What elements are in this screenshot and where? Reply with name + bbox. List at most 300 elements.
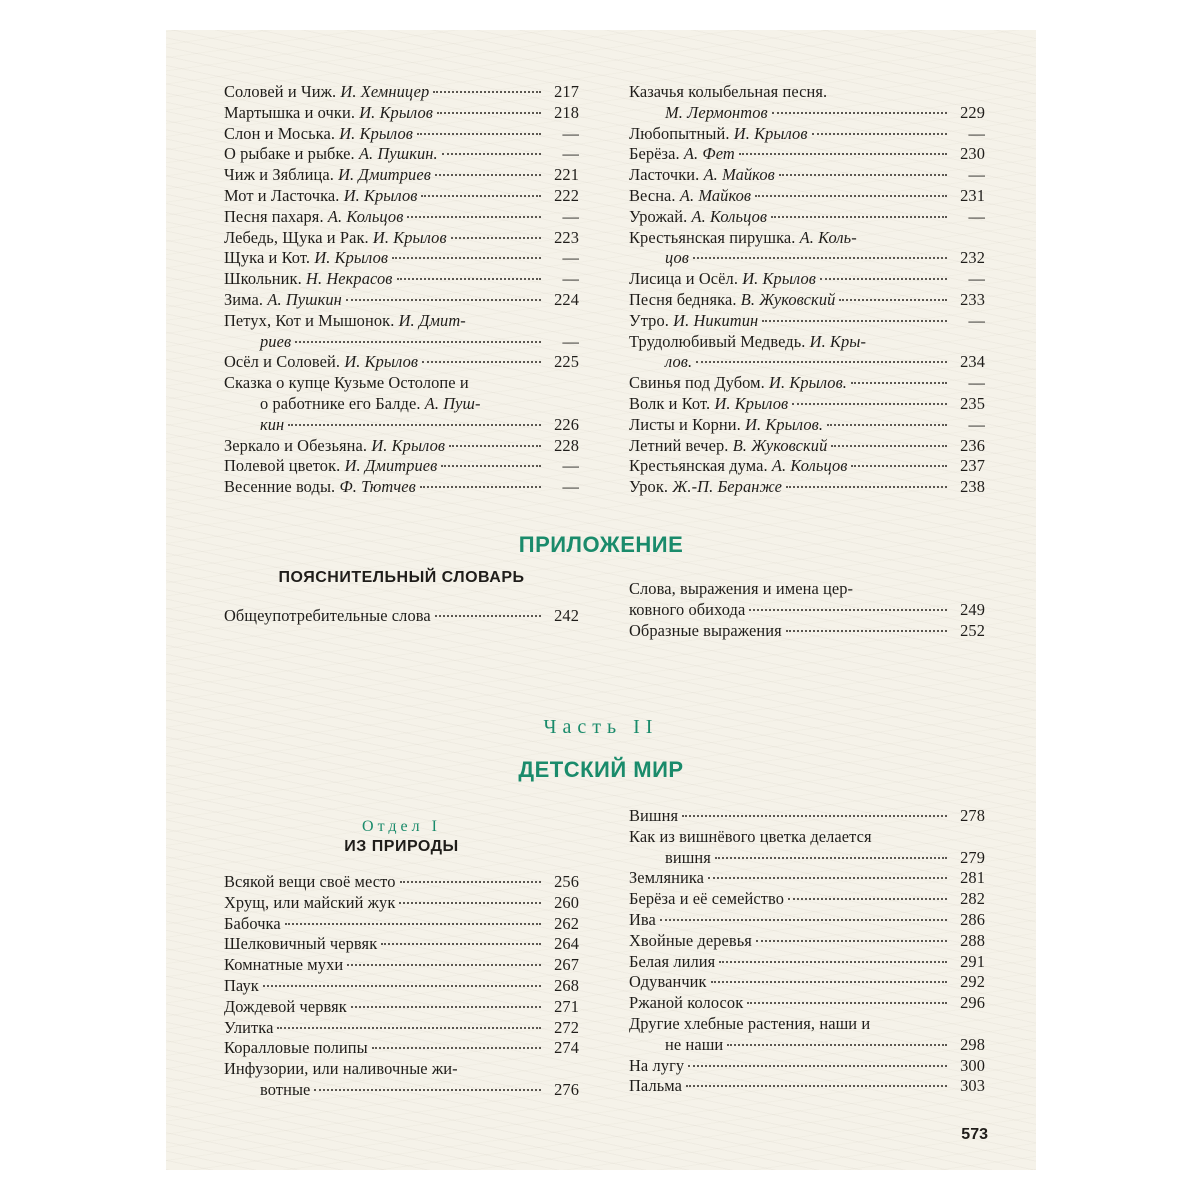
entry-author: И. Крылов bbox=[314, 248, 389, 268]
entry-page-number: 303 bbox=[960, 1076, 985, 1096]
entry-page-number: 286 bbox=[960, 909, 985, 929]
section-header bbox=[224, 818, 579, 856]
toc-entry bbox=[629, 993, 985, 1014]
toc-entry bbox=[629, 931, 985, 952]
toc-column-right-top bbox=[629, 82, 985, 498]
toc-entry-title bbox=[629, 144, 735, 165]
toc-entry bbox=[224, 103, 579, 124]
toc-entry bbox=[224, 1018, 579, 1039]
entry-text: Чиж и Зяблица. bbox=[224, 165, 339, 185]
entry-text: Урок. bbox=[629, 477, 673, 497]
leader-dots bbox=[397, 278, 542, 280]
toc-entry-title bbox=[665, 248, 689, 269]
entry-page-number: 271 bbox=[554, 996, 579, 1016]
leader-dots bbox=[686, 1085, 947, 1087]
leader-dots bbox=[288, 424, 541, 426]
toc-entry bbox=[629, 124, 985, 145]
entry-text: Берёза. bbox=[629, 144, 684, 164]
leader-dots bbox=[314, 1089, 541, 1091]
entry-text: Образные выражения bbox=[629, 620, 782, 640]
toc-entry-title bbox=[224, 165, 431, 186]
toc-entry bbox=[629, 165, 985, 186]
leader-dots bbox=[749, 609, 947, 611]
toc-entry bbox=[629, 290, 985, 311]
entry-text: Трудолюбивый Медведь. bbox=[629, 331, 810, 351]
entry-author: И. Крылов bbox=[714, 393, 789, 413]
toc-entry-title bbox=[629, 1014, 870, 1035]
toc-entry-title bbox=[260, 394, 481, 415]
toc-entry-title bbox=[629, 456, 847, 477]
entry-text: Комнатные мухи bbox=[224, 955, 344, 975]
leader-dots bbox=[688, 1065, 947, 1067]
entry-page-number: 272 bbox=[554, 1017, 579, 1037]
leader-dots bbox=[372, 1047, 541, 1049]
entry-text: Одуванчик bbox=[629, 972, 707, 992]
leader-dots bbox=[693, 257, 947, 259]
toc-entry bbox=[224, 311, 579, 332]
entry-text: Листы и Корни. bbox=[629, 414, 746, 434]
toc-entry-title bbox=[224, 934, 377, 955]
entry-text: Вишня bbox=[629, 806, 679, 825]
entry-page-number: 222 bbox=[554, 185, 579, 205]
entry-text: Общеупотребительные слова bbox=[224, 606, 431, 625]
entry-text: Лебедь, Щука и Рак. bbox=[224, 227, 373, 247]
toc-entry-title bbox=[224, 456, 437, 477]
toc-entry-title bbox=[629, 1056, 684, 1077]
toc-entry bbox=[224, 436, 579, 457]
entry-page-number: 231 bbox=[960, 185, 985, 205]
entry-page-number: 238 bbox=[960, 477, 985, 497]
entry-author: А. Кольцов bbox=[327, 206, 404, 226]
leader-dots bbox=[435, 615, 541, 617]
entry-author: А. Майков bbox=[679, 185, 752, 205]
entry-text: Крестьянская дума. bbox=[629, 456, 772, 476]
toc-entry-title bbox=[665, 848, 711, 869]
toc-entry bbox=[629, 806, 985, 827]
toc-entry bbox=[629, 352, 985, 373]
entry-text: Щука и Кот. bbox=[224, 248, 315, 268]
toc-entry bbox=[224, 955, 579, 976]
toc-entry-title bbox=[224, 228, 447, 249]
leader-dots bbox=[399, 902, 541, 904]
appendix-title: ПРИЛОЖЕНИЕ bbox=[518, 532, 684, 557]
toc-entry-title bbox=[629, 993, 743, 1014]
toc-entry-title bbox=[224, 606, 431, 627]
toc-entry-title bbox=[224, 436, 445, 457]
toc-entry bbox=[629, 848, 985, 869]
entry-text: Паук bbox=[224, 975, 259, 995]
leader-dots bbox=[263, 985, 541, 987]
toc-entry bbox=[629, 910, 985, 931]
entry-author: И. Крылов. bbox=[769, 373, 847, 393]
leader-dots bbox=[285, 923, 541, 925]
toc-entry bbox=[224, 415, 579, 436]
entry-page-number: 218 bbox=[554, 102, 579, 122]
leader-dots bbox=[779, 174, 947, 176]
toc-entry-title bbox=[260, 415, 284, 436]
entry-page-number: 279 bbox=[960, 847, 985, 867]
toc-entry bbox=[224, 477, 579, 498]
entry-author: цов bbox=[665, 248, 690, 268]
toc-entry-title bbox=[224, 290, 342, 311]
entry-text: Крестьянская пирушка. bbox=[629, 227, 800, 247]
entry-text: Школьник. bbox=[224, 269, 307, 289]
toc-entry-title bbox=[629, 806, 678, 827]
entry-author: Ф. Тютчев bbox=[339, 477, 416, 497]
toc-entry bbox=[629, 827, 985, 848]
entry-text: На лугу bbox=[629, 1055, 685, 1075]
leader-dots bbox=[351, 1006, 541, 1008]
toc-entry-title bbox=[224, 352, 418, 373]
entry-page-number: 242 bbox=[554, 606, 579, 625]
entry-page-number: 217 bbox=[554, 82, 579, 101]
toc-entry bbox=[224, 186, 579, 207]
entry-page-number: — bbox=[562, 456, 579, 476]
toc-entry bbox=[224, 228, 579, 249]
toc-entry bbox=[224, 893, 579, 914]
leader-dots bbox=[786, 486, 947, 488]
toc-entry bbox=[224, 352, 579, 373]
entry-text: Другие хлебные растения, наши и bbox=[629, 1013, 871, 1033]
toc-entry bbox=[224, 332, 579, 353]
entry-page-number: 233 bbox=[960, 289, 985, 309]
toc-entry-title bbox=[224, 893, 395, 914]
toc-column-left-top bbox=[224, 82, 579, 498]
toc-entry-title bbox=[629, 436, 827, 457]
entry-page-number: — bbox=[968, 373, 985, 393]
toc-entry bbox=[224, 872, 579, 893]
leader-dots bbox=[755, 195, 947, 197]
leader-dots bbox=[786, 630, 947, 632]
leader-dots bbox=[696, 361, 947, 363]
entry-author: И. Кры- bbox=[809, 331, 867, 351]
entry-text: Утро. bbox=[629, 310, 674, 330]
entry-page-number: 292 bbox=[960, 972, 985, 992]
entry-text: Зеркало и Обезьяна. bbox=[224, 435, 372, 455]
entry-text: Пальма bbox=[629, 1076, 683, 1096]
toc-entry-title bbox=[629, 373, 847, 394]
toc-entry-title bbox=[224, 311, 466, 332]
entry-page-number: 232 bbox=[960, 248, 985, 268]
toc-entry bbox=[224, 144, 579, 165]
entry-page-number: 260 bbox=[554, 892, 579, 912]
entry-text: Инфузории, или наливочные жи- bbox=[224, 1059, 458, 1079]
entry-page-number: — bbox=[562, 269, 579, 289]
toc-entry bbox=[224, 606, 579, 627]
toc-entry-title bbox=[629, 827, 872, 848]
toc-entry bbox=[629, 144, 985, 165]
entry-page-number: 281 bbox=[960, 868, 985, 888]
leader-dots bbox=[851, 382, 947, 384]
entry-author: А. Майков bbox=[703, 165, 775, 185]
leader-dots bbox=[827, 424, 947, 426]
toc-entry-title bbox=[224, 186, 417, 207]
toc-entry bbox=[629, 600, 985, 621]
toc-entry-title bbox=[629, 186, 751, 207]
entry-text: Ива bbox=[629, 909, 656, 929]
leader-dots bbox=[839, 299, 947, 301]
toc-entry bbox=[629, 248, 985, 269]
entry-author: И. Крылов bbox=[733, 123, 808, 143]
entry-page-number: — bbox=[968, 123, 985, 143]
entry-page-number: 291 bbox=[960, 951, 985, 971]
section-column-left bbox=[224, 872, 579, 1101]
entry-author: А. Кольцов bbox=[771, 456, 848, 476]
entry-author: Н. Некрасов bbox=[306, 269, 393, 289]
toc-entry bbox=[629, 394, 985, 415]
section-label: Отдел I bbox=[362, 818, 441, 835]
entry-text: Летний вечер. bbox=[629, 435, 733, 455]
entry-text: О рыбаке и рыбке. bbox=[224, 144, 359, 164]
entry-page-number: — bbox=[968, 310, 985, 330]
toc-entry-title bbox=[629, 579, 853, 600]
entry-text: Дождевой червяк bbox=[224, 996, 347, 1016]
toc-entry bbox=[629, 972, 985, 993]
toc-entry-title bbox=[629, 124, 808, 145]
appendix-column-left bbox=[224, 569, 579, 627]
toc-entry-title bbox=[224, 248, 388, 269]
entry-page-number: 234 bbox=[960, 352, 985, 372]
book-page bbox=[166, 30, 1036, 1170]
entry-page-number: 298 bbox=[960, 1034, 985, 1054]
entry-author: И. Дмит- bbox=[398, 310, 466, 330]
toc-entry-title bbox=[629, 207, 767, 228]
toc-entry bbox=[224, 207, 579, 228]
entry-page-number: 288 bbox=[960, 930, 985, 950]
toc-entry bbox=[224, 1059, 579, 1080]
leader-dots bbox=[420, 486, 541, 488]
leader-dots bbox=[421, 195, 541, 197]
entry-text: Хвойные деревья bbox=[629, 930, 752, 950]
leader-dots bbox=[451, 237, 541, 239]
toc-entry-title bbox=[224, 1038, 368, 1059]
toc-entry-title bbox=[665, 352, 692, 373]
entry-text: Мот и Ласточка. bbox=[224, 185, 344, 205]
entry-text: Полевой цветок. bbox=[224, 456, 345, 476]
entry-author: лов. bbox=[665, 352, 693, 372]
leader-dots bbox=[347, 964, 541, 966]
entry-author: И. Крылов bbox=[371, 435, 446, 455]
entry-text: Хрущ, или майский жук bbox=[224, 892, 396, 912]
entry-text: Песня пахаря. bbox=[224, 206, 328, 226]
entry-author: А. Пушкин. bbox=[358, 144, 438, 164]
toc-entry-title bbox=[224, 976, 259, 997]
leader-dots bbox=[400, 881, 542, 883]
toc-entry bbox=[224, 394, 579, 415]
entry-text: Слон и Моська. bbox=[224, 123, 340, 143]
entry-page-number: 225 bbox=[554, 352, 579, 372]
leader-dots bbox=[739, 153, 947, 155]
toc-entry bbox=[629, 269, 985, 290]
entry-page-number: 221 bbox=[554, 165, 579, 185]
entry-author: И. Дмитриев bbox=[338, 165, 431, 185]
toc-entry bbox=[224, 1080, 579, 1101]
entry-text: о работнике его Балде. bbox=[260, 393, 425, 413]
part-title: ДЕТСКИЙ МИР bbox=[518, 757, 684, 782]
toc-entry bbox=[224, 248, 579, 269]
leader-dots bbox=[820, 278, 947, 280]
leader-dots bbox=[346, 299, 541, 301]
toc-entry-title bbox=[629, 621, 782, 642]
leader-dots bbox=[433, 91, 541, 93]
toc-entry-title bbox=[629, 1076, 682, 1097]
entry-page-number: 282 bbox=[960, 889, 985, 909]
entry-page-number: — bbox=[562, 206, 579, 226]
entry-author: А. Коль- bbox=[799, 227, 857, 247]
entry-author: В. Жуковский bbox=[740, 289, 836, 309]
toc-entry bbox=[629, 868, 985, 889]
entry-page-number: 249 bbox=[960, 599, 985, 619]
entry-page-number: 300 bbox=[960, 1055, 985, 1075]
leader-dots bbox=[762, 320, 947, 322]
entry-author: В. Жуковский bbox=[732, 435, 828, 455]
toc-entry-title bbox=[629, 931, 752, 952]
toc-entry bbox=[629, 82, 985, 103]
toc-entry bbox=[224, 1038, 579, 1059]
toc-entry bbox=[629, 1014, 985, 1035]
toc-entry-title bbox=[224, 914, 281, 935]
entry-author: А. Пуш- bbox=[424, 393, 481, 413]
leader-dots bbox=[442, 153, 541, 155]
leader-dots bbox=[747, 1002, 947, 1004]
toc-entry bbox=[629, 311, 985, 332]
leader-dots bbox=[295, 341, 541, 343]
toc-entry-title bbox=[224, 82, 429, 103]
entry-page-number: — bbox=[562, 331, 579, 351]
toc-entry bbox=[629, 456, 985, 477]
entry-page-number: 236 bbox=[960, 435, 985, 455]
entry-author: И. Крылов bbox=[359, 102, 434, 122]
appendix-left-list bbox=[224, 606, 579, 627]
entry-text: Осёл и Соловей. bbox=[224, 352, 345, 372]
entry-page-number: 262 bbox=[554, 913, 579, 933]
entry-page-number: 274 bbox=[554, 1038, 579, 1058]
entry-text: Волк и Кот. bbox=[629, 393, 715, 413]
section-column-right bbox=[629, 806, 985, 1097]
entry-author: И. Крылов bbox=[742, 269, 816, 289]
toc-entry-title bbox=[224, 103, 433, 124]
toc-entry-title bbox=[224, 1059, 458, 1080]
leader-dots bbox=[788, 898, 947, 900]
part-label: Часть II bbox=[543, 716, 659, 738]
entry-author: А. Фет bbox=[683, 144, 735, 164]
leader-dots bbox=[711, 981, 947, 983]
entry-page-number: 296 bbox=[960, 993, 985, 1013]
entry-page-number: 264 bbox=[554, 934, 579, 954]
entry-text: вишня bbox=[665, 847, 711, 867]
leader-dots bbox=[682, 815, 947, 817]
entry-page-number: — bbox=[562, 123, 579, 143]
entry-author: риев bbox=[260, 331, 292, 351]
entry-author: И. Никитин bbox=[673, 310, 759, 330]
page-number: 573 bbox=[961, 1126, 988, 1143]
toc-entry bbox=[629, 1056, 985, 1077]
toc-entry bbox=[224, 914, 579, 935]
toc-entry bbox=[224, 82, 579, 103]
entry-text: Казачья колыбельная песня. bbox=[629, 82, 828, 101]
entry-text: Весна. bbox=[629, 185, 680, 205]
toc-entry bbox=[629, 621, 985, 642]
section-title: ИЗ ПРИРОДЫ bbox=[344, 838, 459, 855]
entry-text: Бабочка bbox=[224, 913, 281, 933]
entry-text: Белая лилия bbox=[629, 951, 716, 971]
entry-text: Улитка bbox=[224, 1017, 274, 1037]
toc-entry-title bbox=[224, 373, 469, 394]
toc-entry-title bbox=[224, 477, 416, 498]
toc-entry-title bbox=[629, 972, 707, 993]
entry-text: Любопытный. bbox=[629, 123, 734, 143]
leader-dots bbox=[772, 112, 947, 114]
toc-entry-title bbox=[629, 228, 857, 249]
leader-dots bbox=[437, 112, 541, 114]
entry-text: Петух, Кот и Мышонок. bbox=[224, 310, 399, 330]
toc-entry bbox=[224, 976, 579, 997]
entry-page-number: 256 bbox=[554, 872, 579, 891]
toc-entry bbox=[629, 332, 985, 353]
leader-dots bbox=[660, 919, 947, 921]
toc-entry-title bbox=[260, 1080, 310, 1101]
entry-author: И. Дмитриев bbox=[344, 456, 438, 476]
entry-page-number: 224 bbox=[554, 289, 579, 309]
entry-page-number: 235 bbox=[960, 393, 985, 413]
toc-entry bbox=[224, 165, 579, 186]
leader-dots bbox=[449, 445, 541, 447]
leader-dots bbox=[407, 216, 541, 218]
toc-entry-title bbox=[224, 269, 393, 290]
entry-page-number: 276 bbox=[554, 1079, 579, 1099]
leader-dots bbox=[719, 961, 947, 963]
toc-entry bbox=[224, 456, 579, 477]
toc-entry-title bbox=[629, 394, 788, 415]
entry-author: И. Крылов. bbox=[745, 414, 824, 434]
toc-entry-title bbox=[224, 124, 413, 145]
entry-text: Ржаной колосок bbox=[629, 993, 744, 1013]
toc-entry-title bbox=[629, 415, 823, 436]
entry-page-number: 226 bbox=[554, 414, 579, 434]
toc-entry-title bbox=[629, 82, 827, 103]
toc-entry-title bbox=[224, 207, 403, 228]
toc-entry-title bbox=[629, 600, 745, 621]
leader-dots bbox=[727, 1044, 947, 1046]
toc-entry-title bbox=[629, 868, 704, 889]
dictionary-title: ПОЯСНИТЕЛЬНЫЙ СЛОВАРЬ bbox=[278, 569, 525, 586]
entry-page-number: — bbox=[562, 248, 579, 268]
toc-entry-title bbox=[629, 269, 816, 290]
toc-entry-title bbox=[629, 332, 866, 353]
entry-text: Шелковичный червяк bbox=[224, 934, 378, 954]
entry-author: А. Пушкин bbox=[267, 289, 342, 309]
toc-entry-title bbox=[224, 144, 438, 165]
leader-dots bbox=[417, 133, 541, 135]
entry-text: вотные bbox=[260, 1079, 311, 1099]
entry-page-number: — bbox=[968, 414, 985, 434]
toc-entry bbox=[629, 228, 985, 249]
entry-text: Слова, выражения и имена цер- bbox=[629, 579, 854, 598]
entry-page-number: 278 bbox=[960, 806, 985, 825]
entry-page-number: — bbox=[968, 269, 985, 289]
entry-page-number: 268 bbox=[554, 975, 579, 995]
toc-entry bbox=[629, 436, 985, 457]
entry-page-number: 237 bbox=[960, 456, 985, 476]
leader-dots bbox=[851, 465, 947, 467]
toc-entry bbox=[629, 207, 985, 228]
toc-entry bbox=[629, 1035, 985, 1056]
entry-page-number: — bbox=[562, 144, 579, 164]
entry-page-number: 229 bbox=[960, 102, 985, 122]
toc-entry bbox=[629, 415, 985, 436]
leader-dots bbox=[792, 403, 947, 405]
toc-entry bbox=[629, 579, 985, 600]
